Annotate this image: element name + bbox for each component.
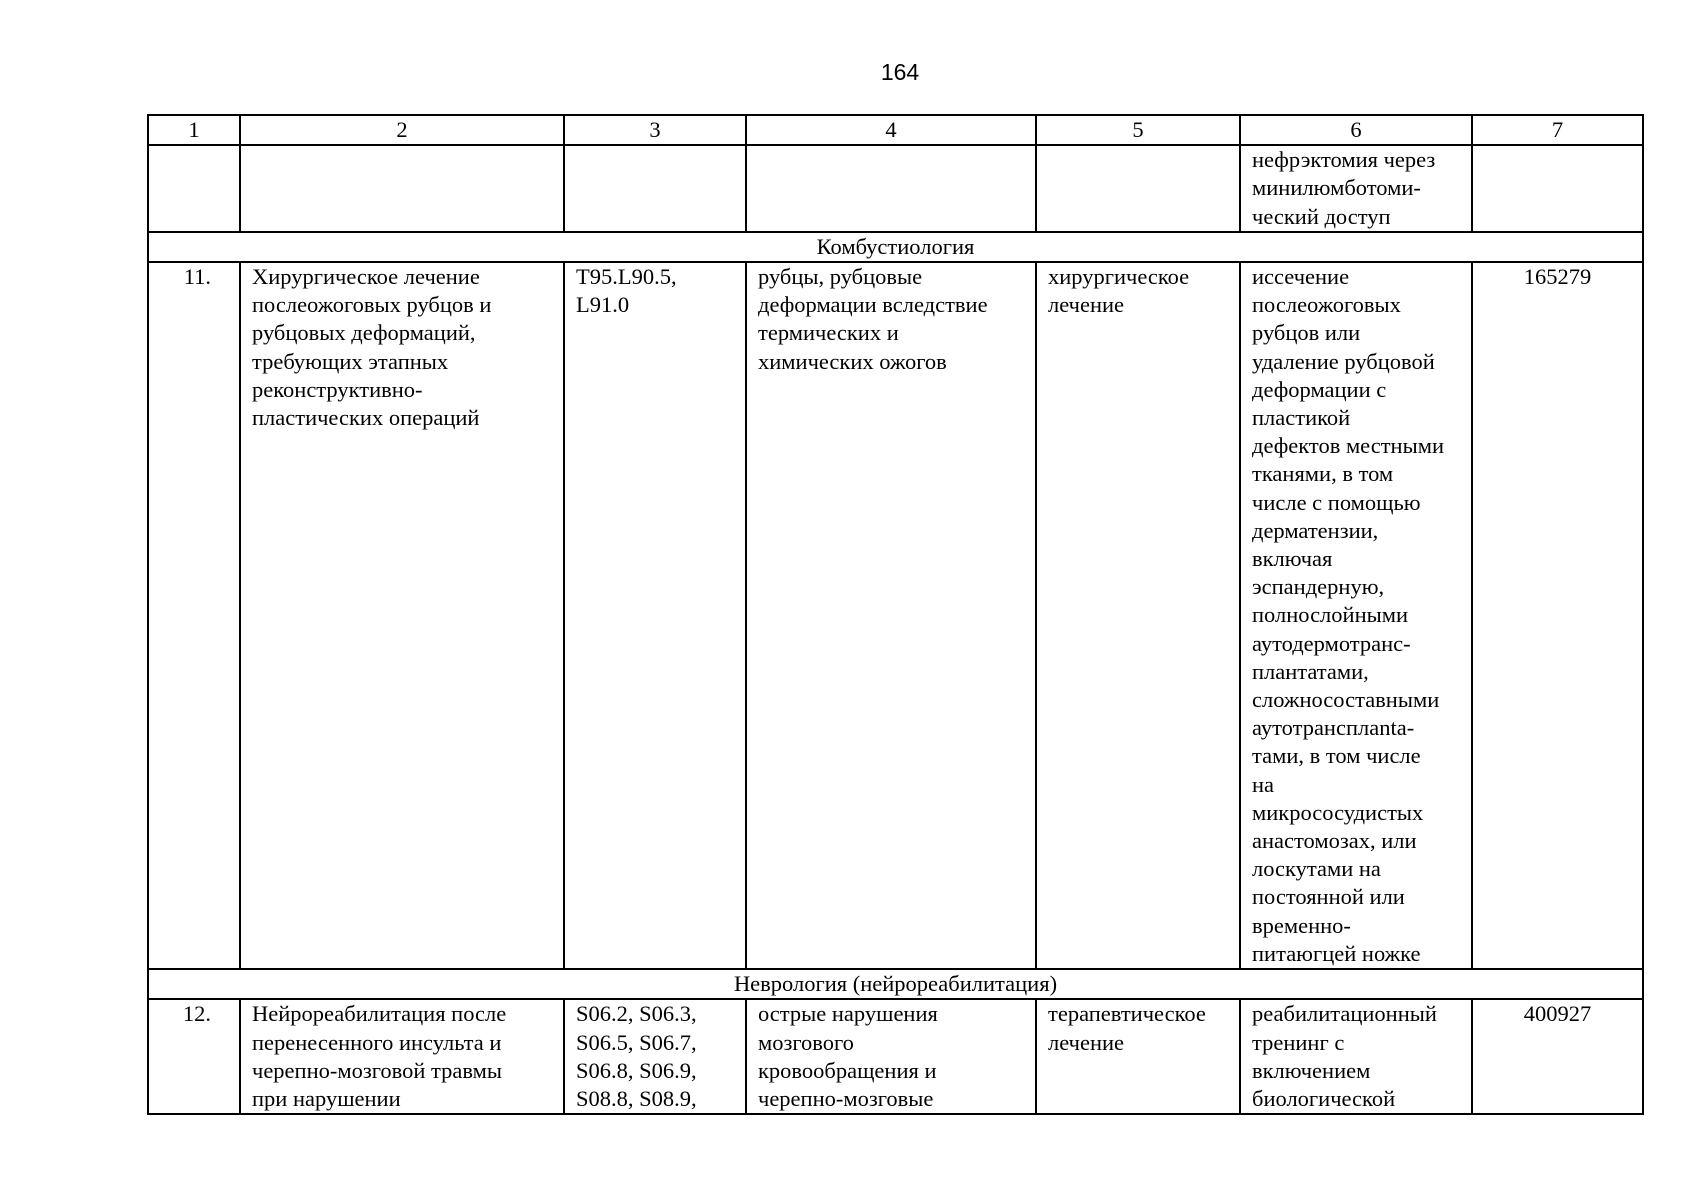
- price-cell: 400927: [1472, 999, 1643, 1114]
- cell-text-line: временно-: [1252, 912, 1351, 938]
- cell-text-line: реконструктивно-: [252, 376, 423, 402]
- cell-text-line: нефрэктомия через: [1252, 147, 1436, 173]
- cell-text-line: пластикой: [1252, 405, 1351, 431]
- cell-text-line: Хирургическое лечение: [252, 264, 480, 290]
- page-number: 164: [880, 59, 920, 85]
- cell-text-line: минилюмботоми-: [1252, 175, 1421, 201]
- method-cell: [1240, 999, 1472, 1114]
- treatment-cell: [1036, 262, 1240, 969]
- cell-text-line: деформации вследствие: [758, 292, 988, 318]
- cell-text-line: включением: [1252, 1057, 1371, 1083]
- cell-text-line: удаление рубцовой: [1252, 348, 1435, 374]
- cell-text-line: рубцы, рубцовые: [758, 264, 923, 290]
- codes-cell: [564, 262, 746, 969]
- cell-text-line: питаюгцей ножке: [1252, 940, 1421, 966]
- cell-text-line: термических и: [758, 320, 899, 346]
- cell-text-line: S08.8, S08.9,: [576, 1085, 697, 1111]
- cell-text-line: аутотрансплanta-: [1252, 715, 1415, 741]
- name-cell: [240, 145, 564, 232]
- price-cell: [1472, 145, 1643, 232]
- method-cell: [1240, 262, 1472, 969]
- row-number: 11.: [148, 262, 240, 969]
- codes-cell: [564, 999, 746, 1114]
- cell-text-line: S06.5, S06.7,: [576, 1029, 697, 1055]
- cell-text-line: рубцов или: [1252, 320, 1361, 346]
- cell-text-line: T95.L90.5,: [576, 264, 677, 290]
- num-cell: [148, 145, 240, 232]
- cell-text-line: послеожоговых: [1252, 292, 1401, 318]
- cell-text-line: рубцовых деформаций,: [252, 320, 476, 346]
- cell-text-line: аутодермотранс-: [1252, 630, 1411, 656]
- cell-text-line: полнослойными: [1252, 602, 1409, 628]
- column-number-cell: 4: [746, 115, 1036, 145]
- table-row: [148, 999, 1643, 1114]
- model-cell: [746, 262, 1036, 969]
- column-number-header-row: [148, 115, 1643, 145]
- cell-text-line: при нарушении: [252, 1085, 401, 1111]
- cell-text-line: требующих этапных: [252, 348, 449, 374]
- cell-text-line: послеожоговых рубцов и: [252, 292, 492, 318]
- cell-text-line: терапевтическое: [1048, 1001, 1206, 1027]
- column-number-cell: 6: [1240, 115, 1472, 145]
- cell-text-line: микрососудистых: [1252, 799, 1424, 825]
- cell-text-line: черепно-мозговой травмы: [252, 1057, 502, 1083]
- cell-text-line: лечение: [1048, 292, 1125, 318]
- cell-text-line: биологической: [1252, 1085, 1396, 1111]
- cell-text-line: числе с помощью: [1252, 489, 1421, 515]
- cell-text-line: ческий доступ: [1252, 203, 1391, 229]
- services-table: [147, 114, 1644, 1115]
- cell-text-line: пластических операций: [252, 405, 480, 431]
- cell-text-line: S06.2, S06.3,: [576, 1001, 697, 1027]
- cell-text-line: на: [1252, 771, 1275, 797]
- cell-text-line: тренинг с: [1252, 1029, 1345, 1055]
- method-cell: [1240, 145, 1472, 232]
- price-cell: 165279: [1472, 262, 1643, 969]
- cell-text-line: тами, в том числе: [1252, 743, 1421, 769]
- cell-text-line: хирургическое: [1048, 264, 1190, 290]
- name-cell: [240, 262, 564, 969]
- cell-text-line: лечение: [1048, 1029, 1125, 1055]
- cell-text-line: дерматензии,: [1252, 517, 1379, 543]
- cell-text-line: дефектов местными: [1252, 433, 1444, 459]
- treatment-cell: [1036, 145, 1240, 232]
- column-number-cell: 5: [1036, 115, 1240, 145]
- model-cell: [746, 999, 1036, 1114]
- cell-text-line: острые нарушения: [758, 1001, 938, 1027]
- cell-text-line: перенесенного инсульта и: [252, 1029, 502, 1055]
- cell-text-line: Нейрореабилитация после: [252, 1001, 507, 1027]
- section-header-row: [148, 232, 1643, 262]
- cell-text-line: плантатами,: [1252, 658, 1369, 684]
- cell-text-line: эспандерную,: [1252, 574, 1385, 600]
- treatment-cell: [1036, 999, 1240, 1114]
- section-title: Неврология (нейрореабилитация): [148, 969, 1643, 999]
- column-number-cell: 3: [564, 115, 746, 145]
- continuation-row: [148, 145, 1643, 232]
- name-cell: [240, 999, 564, 1114]
- cell-text-line: постоянной или: [1252, 884, 1405, 910]
- cell-text-line: включая: [1252, 546, 1333, 572]
- cell-text-line: мозгового: [758, 1029, 854, 1055]
- cell-text-line: тканями, в том: [1252, 461, 1394, 487]
- codes-cell: [564, 145, 746, 232]
- cell-text-line: химических ожогов: [758, 348, 947, 374]
- column-number-cell: 7: [1472, 115, 1643, 145]
- cell-text-line: лоскутами на: [1252, 856, 1381, 882]
- cell-text-line: кровообращения и: [758, 1057, 937, 1083]
- section-title: Комбустиология: [148, 232, 1643, 262]
- row-number: 12.: [148, 999, 240, 1114]
- table-row: [148, 262, 1643, 969]
- cell-text-line: реабилитационный: [1252, 1001, 1437, 1027]
- cell-text-line: анастомозах, или: [1252, 828, 1417, 854]
- section-header-row: [148, 969, 1643, 999]
- cell-text-line: черепно-мозговые: [758, 1085, 934, 1111]
- cell-text-line: S06.8, S06.9,: [576, 1057, 697, 1083]
- cell-text-line: деформации с: [1252, 376, 1387, 402]
- column-number-cell: 1: [148, 115, 240, 145]
- cell-text-line: сложносоставными: [1252, 687, 1440, 713]
- cell-text-line: иссечение: [1252, 264, 1350, 290]
- cell-text-line: L91.0: [576, 292, 630, 318]
- model-cell: [746, 145, 1036, 232]
- column-number-cell: 2: [240, 115, 564, 145]
